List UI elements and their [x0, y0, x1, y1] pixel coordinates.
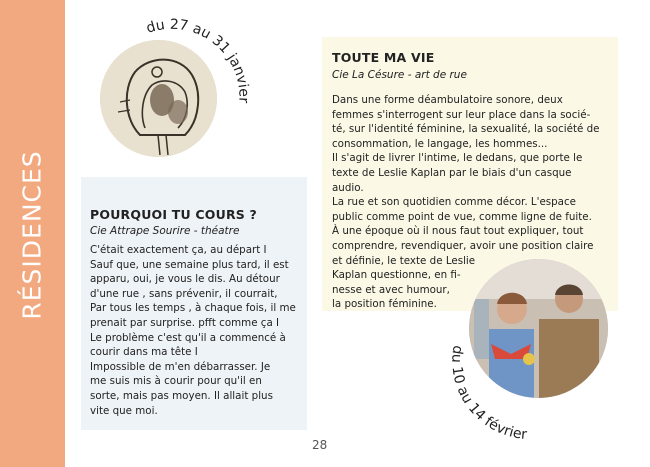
text-line: d'une rue , sans prévenir, il courrait, — [90, 287, 278, 300]
text-line: Le problème c'est qu'il a commencé à — [90, 331, 286, 344]
text-line: texte de Leslie Kaplan par le biais d'un casque — [332, 166, 572, 179]
left-subtitle: Cie Attrape Sourire - théatre — [90, 225, 240, 237]
text-line: Dans une forme déambulatoire sonore, deux — [332, 94, 563, 106]
text-line: apparu, oui, je vous le dis. Au détour — [90, 273, 280, 286]
text-line: sorte, mais pas moyen. Il allait plus — [90, 389, 273, 402]
text-line: nesse et avec humour, — [332, 283, 450, 296]
text-line: comprendre, revendiquer, avoir une position claire — [332, 239, 594, 252]
text-line: À une époque où il nous faut tout expliquer, tout — [332, 225, 584, 238]
text-line: Sauf que, une semaine plus tard, il est — [90, 258, 289, 271]
text-line: C'était exactement ça, au départ I — [90, 244, 267, 256]
text-line: vite que moi. — [90, 404, 158, 417]
text-line: consommation, le langage, les hommes... — [332, 137, 548, 150]
right-subtitle: Cie La Césure - art de rue — [332, 69, 467, 81]
text-line: me suis mis à courir pour qu'il en — [90, 375, 262, 388]
text-line: Kaplan questionne, en fi- — [332, 269, 461, 282]
text-line: femmes s'interrogent sur leur place dans la socié- — [332, 108, 591, 121]
svg-text:du 10 au 14 février — [448, 344, 528, 443]
right-title: TOUTE MA VIE — [332, 50, 435, 65]
text-line: prenait par surprise. pfft comme ça I — [90, 316, 280, 329]
text-line: public comme point de vue, comme ligne de fuite. — [332, 210, 592, 223]
left-dates: du 27 au 31 janvier — [144, 16, 252, 104]
text-line: et définie, le texte de Leslie — [332, 254, 476, 267]
text-line: audio. — [332, 181, 364, 194]
text-line: Par tous les temps , à chaque fois, il me — [90, 302, 296, 315]
section-title: RÉSIDENCES — [17, 150, 47, 320]
text-line: té, sur l'identité féminine, la sexualité, la société de — [332, 123, 600, 136]
text-line: La rue et son quotidien comme décor. L'espace — [332, 196, 576, 209]
left-title: POURQUOI TU COURS ? — [90, 207, 257, 222]
page-number: 28 — [312, 438, 328, 452]
text-line: la position féminine. — [332, 298, 437, 311]
text-line: courir dans ma tête I — [90, 346, 198, 359]
right-dates: du 10 au 14 février — [448, 344, 528, 443]
text-line: Impossible de m'en débarrasser. Je — [90, 360, 271, 373]
text-line: Il s'agit de livrer l'intime, le dedans, que porte le — [332, 152, 583, 165]
